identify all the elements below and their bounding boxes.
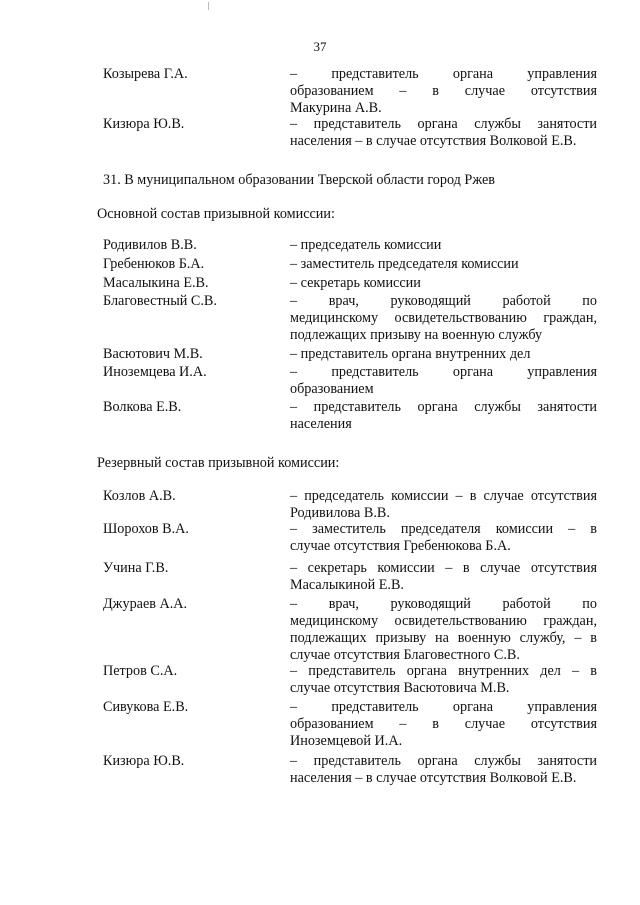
role-line: медицинскому освидетельствованию граждан, (290, 613, 597, 629)
role-line: – врач, руководящий работой по (290, 293, 597, 309)
role-line: – председатель комиссии (290, 237, 442, 253)
member-name: Шорохов В.А. (103, 521, 189, 537)
member-name: Козырева Г.А. (103, 66, 188, 82)
member-role (290, 560, 597, 594)
role-line: – врач, руководящий работой по (290, 596, 597, 612)
role-line: Родивилова В.В. (290, 505, 390, 521)
reserve-composition-title: Резервный состав призывной комиссии: (97, 455, 340, 471)
role-line: медицинскому освидетельствованию граждан, (290, 310, 597, 326)
member-role (290, 596, 597, 664)
member-name: Благовестный С.В. (103, 293, 217, 309)
role-line: – председатель комиссии – в случае отсутствия (290, 488, 597, 504)
role-line: населения – в случае отсутствия Волковой Е.В. (290, 770, 577, 786)
page-number: 37 (313, 39, 327, 54)
role-line: – представитель органа управления (290, 699, 597, 715)
member-role (290, 364, 597, 398)
role-line: Иноземцевой И.А. (290, 733, 403, 749)
member-role (290, 399, 597, 433)
role-line: населения – в случае отсутствия Волковой Е.В. (290, 133, 577, 149)
role-line: – представитель органа внутренних дел – в (290, 663, 597, 679)
role-line: Макурина А.В. (290, 100, 382, 116)
role-line: – представитель органа службы занятости (290, 116, 597, 132)
role-line: подлежащих призыву на военную службу, – в (290, 630, 597, 646)
role-line: случае отсутствия Благовестного С.В. (290, 647, 520, 663)
member-name: Петров С.А. (103, 663, 178, 679)
scan-mark (208, 2, 209, 10)
member-role (290, 699, 597, 750)
member-role (290, 521, 597, 555)
member-name: Иноземцева И.А. (103, 364, 207, 380)
member-role (290, 116, 597, 150)
role-line: образованием – в случае отсутствия (290, 716, 597, 732)
role-line: – представитель органа службы занятости (290, 753, 597, 769)
member-role (290, 275, 597, 292)
member-name: Кизюра Ю.В. (103, 116, 185, 132)
role-line: – заместитель председателя комиссии – в (290, 521, 597, 537)
member-role (290, 753, 597, 787)
role-line: – представитель органа управления (290, 364, 597, 380)
member-name: Васютович М.В. (103, 346, 203, 362)
member-name: Учина Г.В. (103, 560, 169, 576)
role-line: образованием (290, 381, 374, 397)
main-composition-title: Основной состав призывной комиссии: (97, 206, 335, 222)
role-line: – заместитель председателя комиссии (290, 256, 519, 272)
role-line: населения (290, 416, 352, 432)
member-name: Гребенюков Б.А. (103, 256, 205, 272)
member-role (290, 488, 597, 522)
member-name: Волкова Е.В. (103, 399, 182, 415)
member-role (290, 663, 597, 697)
role-line: – представитель органа службы занятости (290, 399, 597, 415)
role-line: образованием – в случае отсутствия (290, 83, 597, 99)
role-line: случае отсутствия Васютовича М.В. (290, 680, 510, 696)
member-role (290, 256, 597, 273)
role-line: – представитель органа управления (290, 66, 597, 82)
member-role (290, 237, 597, 254)
role-line: случае отсутствия Гребенюкова Б.А. (290, 538, 511, 554)
member-role (290, 346, 597, 363)
role-line: подлежащих призыву на военную службу (290, 327, 543, 343)
member-name: Сивукова Е.В. (103, 699, 189, 715)
member-name: Кизюра Ю.В. (103, 753, 185, 769)
role-line: – секретарь комиссии (290, 275, 421, 291)
member-role (290, 293, 597, 344)
member-name: Родивилов В.В. (103, 237, 197, 253)
role-line: – секретарь комиссии – в случае отсутствия (290, 560, 597, 576)
member-name: Масалыкина Е.В. (103, 275, 209, 291)
role-line: – представитель органа внутренних дел (290, 346, 531, 362)
role-line: Масалыкиной Е.В. (290, 577, 404, 593)
member-name: Козлов А.В. (103, 488, 176, 504)
member-name: Джураев А.А. (103, 596, 188, 612)
section-heading: 31. В муниципальном образовании Тверской области город Ржев (103, 172, 495, 188)
member-role (290, 66, 597, 117)
